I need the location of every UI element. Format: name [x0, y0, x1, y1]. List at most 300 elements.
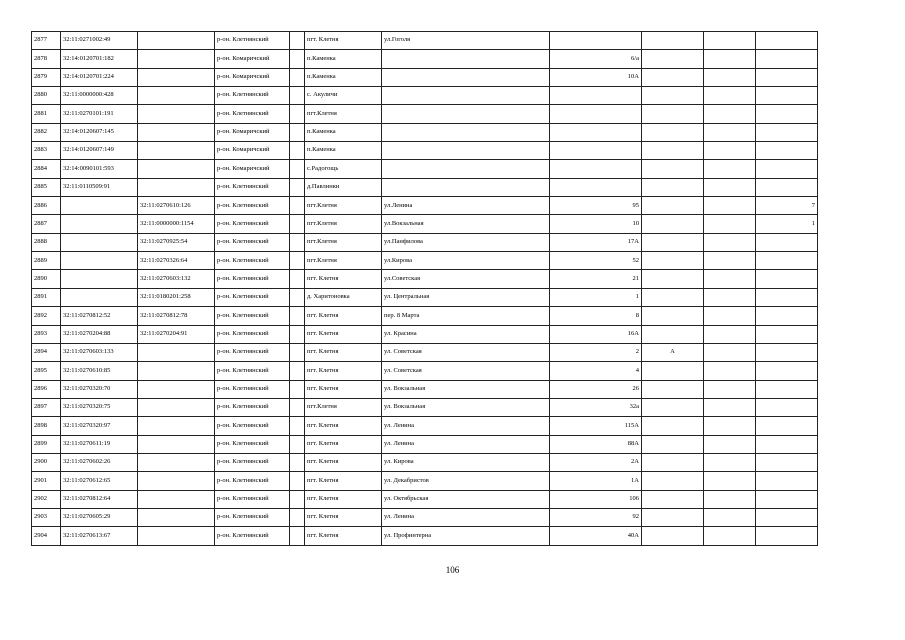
- cell-district-extra: [290, 417, 305, 435]
- cell-parent-cadastral-number: [138, 527, 215, 545]
- cell-house-number: 10: [550, 215, 642, 233]
- cell-building-letter: [642, 178, 704, 196]
- cell-room: [756, 362, 818, 380]
- cell-house-number: [550, 123, 642, 141]
- cell-house-number: 2А: [550, 453, 642, 471]
- cell-street: ул. Советская: [382, 343, 550, 361]
- table-row: [32, 142, 818, 160]
- cell-settlement: п.Каменка: [305, 68, 382, 86]
- cell-settlement: пгт. Клетня: [305, 472, 382, 490]
- cell-parent-cadastral-number: [138, 178, 215, 196]
- cell-parent-cadastral-number: 32:11:0270204:91: [138, 325, 215, 343]
- cell-parent-cadastral-number: [138, 123, 215, 141]
- cell-street: ул. Ленина: [382, 435, 550, 453]
- cell-house-number: 106: [550, 490, 642, 508]
- cell-building-letter: [642, 32, 704, 50]
- cell-district-extra: [290, 160, 305, 178]
- cell-row-number: 2900: [32, 453, 61, 471]
- cell-apartment: [704, 32, 756, 50]
- cell-settlement: пгт. Клетня: [305, 527, 382, 545]
- cell-building-letter: [642, 325, 704, 343]
- page-number: 106: [445, 565, 460, 575]
- cell-building-letter: [642, 105, 704, 123]
- cell-apartment: [704, 325, 756, 343]
- table-row: [32, 343, 818, 361]
- cell-row-number: 2886: [32, 197, 61, 215]
- cell-room: [756, 32, 818, 50]
- cell-settlement: пгт.Клетня: [305, 233, 382, 251]
- cell-district-extra: [290, 87, 305, 105]
- cell-cadastral-number: 32:11:0270101:191: [61, 105, 138, 123]
- cell-district: р-он. Клетнянский: [215, 398, 290, 416]
- cell-street: ул.Ленина: [382, 197, 550, 215]
- cell-cadastral-number: 32:11:0270605:29: [61, 508, 138, 526]
- cell-room: [756, 472, 818, 490]
- cell-district: р-он. Клетнянский: [215, 435, 290, 453]
- cell-building-letter: [642, 252, 704, 270]
- cell-cadastral-number: [61, 252, 138, 270]
- cell-parent-cadastral-number: 32:11:0270603:132: [138, 270, 215, 288]
- cell-row-number: 2899: [32, 435, 61, 453]
- cell-cadastral-number: 32:11:0270612:65: [61, 472, 138, 490]
- cell-district: р-он. Клетнянский: [215, 270, 290, 288]
- table-row: [32, 68, 818, 86]
- cell-district-extra: [290, 68, 305, 86]
- cell-parent-cadastral-number: 32:11:0180201:258: [138, 288, 215, 306]
- cell-row-number: 2896: [32, 380, 61, 398]
- cell-district: р-он. Клетнянский: [215, 527, 290, 545]
- cell-room: [756, 105, 818, 123]
- table-row: [32, 178, 818, 196]
- cell-district-extra: [290, 472, 305, 490]
- table-row: [32, 50, 818, 68]
- cell-row-number: 2891: [32, 288, 61, 306]
- cell-room: [756, 252, 818, 270]
- cell-apartment: [704, 362, 756, 380]
- cell-house-number: [550, 178, 642, 196]
- cell-parent-cadastral-number: [138, 435, 215, 453]
- cell-settlement: пгт.Клетня: [305, 215, 382, 233]
- table-row: [32, 160, 818, 178]
- cell-apartment: [704, 288, 756, 306]
- cell-parent-cadastral-number: [138, 343, 215, 361]
- cell-house-number: 115А: [550, 417, 642, 435]
- cell-street: [382, 50, 550, 68]
- cell-settlement: пгт. Клетня: [305, 417, 382, 435]
- cell-parent-cadastral-number: [138, 362, 215, 380]
- cell-building-letter: [642, 508, 704, 526]
- cell-district-extra: [290, 123, 305, 141]
- cell-settlement: пгт. Клетня: [305, 270, 382, 288]
- cell-building-letter: [642, 398, 704, 416]
- cell-district-extra: [290, 508, 305, 526]
- cell-room: [756, 87, 818, 105]
- cell-row-number: 2898: [32, 417, 61, 435]
- table-row: [32, 270, 818, 288]
- cell-apartment: [704, 142, 756, 160]
- cell-street: [382, 68, 550, 86]
- cell-house-number: 17А: [550, 233, 642, 251]
- cell-row-number: 2890: [32, 270, 61, 288]
- cell-house-number: 95: [550, 197, 642, 215]
- cell-row-number: 2882: [32, 123, 61, 141]
- cell-room: [756, 233, 818, 251]
- table-row: [32, 325, 818, 343]
- cell-parent-cadastral-number: [138, 380, 215, 398]
- cell-district: р-он. Клетнянский: [215, 178, 290, 196]
- cell-parent-cadastral-number: [138, 142, 215, 160]
- cell-apartment: [704, 233, 756, 251]
- cell-room: [756, 50, 818, 68]
- cell-district: р-он. Клетнянский: [215, 472, 290, 490]
- cell-apartment: [704, 398, 756, 416]
- cell-room: [756, 417, 818, 435]
- cell-district: р-он. Комаричский: [215, 68, 290, 86]
- cell-row-number: 2903: [32, 508, 61, 526]
- cell-row-number: 2881: [32, 105, 61, 123]
- cell-district: р-он. Клетнянский: [215, 32, 290, 50]
- cell-parent-cadastral-number: [138, 50, 215, 68]
- cell-building-letter: [642, 490, 704, 508]
- table-row: [32, 233, 818, 251]
- cell-settlement: пгт.Клетня: [305, 105, 382, 123]
- cell-room: 1: [756, 215, 818, 233]
- cell-cadastral-number: 32:11:0270610:85: [61, 362, 138, 380]
- cell-room: [756, 490, 818, 508]
- cell-street: ул. Вокзальная: [382, 380, 550, 398]
- table-row: [32, 508, 818, 526]
- cell-parent-cadastral-number: 32:11:0270610:126: [138, 197, 215, 215]
- cell-house-number: 92: [550, 508, 642, 526]
- cell-row-number: 2894: [32, 343, 61, 361]
- cell-building-letter: [642, 87, 704, 105]
- cell-district: р-он. Комаричский: [215, 142, 290, 160]
- cell-settlement: пгт. Клетня: [305, 32, 382, 50]
- cell-district-extra: [290, 435, 305, 453]
- cell-parent-cadastral-number: 32:11:0000000:1154: [138, 215, 215, 233]
- cell-settlement: пгт. Клетня: [305, 435, 382, 453]
- cell-building-letter: [642, 435, 704, 453]
- cell-parent-cadastral-number: [138, 68, 215, 86]
- cell-settlement: пгт. Клетня: [305, 325, 382, 343]
- cell-district: р-он. Клетнянский: [215, 252, 290, 270]
- cell-parent-cadastral-number: [138, 160, 215, 178]
- cell-district-extra: [290, 32, 305, 50]
- cell-district-extra: [290, 178, 305, 196]
- cell-street: ул. Советская: [382, 362, 550, 380]
- cell-parent-cadastral-number: [138, 472, 215, 490]
- cell-row-number: 2902: [32, 490, 61, 508]
- cell-cadastral-number: [61, 233, 138, 251]
- table-row: [32, 417, 818, 435]
- table-row: [32, 32, 818, 50]
- cell-row-number: 2897: [32, 398, 61, 416]
- cell-street: [382, 142, 550, 160]
- cell-apartment: [704, 270, 756, 288]
- table-row: [32, 307, 818, 325]
- cell-settlement: пгт. Клетня: [305, 343, 382, 361]
- cell-room: [756, 325, 818, 343]
- cell-street: ул. Профинтерна: [382, 527, 550, 545]
- cell-room: [756, 453, 818, 471]
- cell-cadastral-number: 32:11:0110509:91: [61, 178, 138, 196]
- cell-apartment: [704, 307, 756, 325]
- cell-apartment: [704, 380, 756, 398]
- cell-house-number: 40А: [550, 527, 642, 545]
- cell-parent-cadastral-number: [138, 105, 215, 123]
- cell-row-number: 2878: [32, 50, 61, 68]
- cell-street: ул. Декабристов: [382, 472, 550, 490]
- cell-street: ул.Гоголя: [382, 32, 550, 50]
- cell-street: [382, 123, 550, 141]
- cell-district: р-он. Комаричский: [215, 50, 290, 68]
- cell-building-letter: [642, 142, 704, 160]
- cell-street: ул. Центральная: [382, 288, 550, 306]
- cell-row-number: 2885: [32, 178, 61, 196]
- cell-house-number: 26: [550, 380, 642, 398]
- cell-apartment: [704, 490, 756, 508]
- cell-street: [382, 105, 550, 123]
- cell-cadastral-number: 32:11:0270812:52: [61, 307, 138, 325]
- cell-settlement: пгт. Клетня: [305, 508, 382, 526]
- cell-district: р-он. Клетнянский: [215, 307, 290, 325]
- cell-parent-cadastral-number: 32:11:0270925:54: [138, 233, 215, 251]
- cell-street: ул. Кирова: [382, 453, 550, 471]
- registry-table: [31, 31, 818, 546]
- cell-district: р-он. Комаричский: [215, 160, 290, 178]
- cell-district: р-он. Клетнянский: [215, 362, 290, 380]
- cell-house-number: 4: [550, 362, 642, 380]
- cell-parent-cadastral-number: [138, 87, 215, 105]
- cell-district-extra: [290, 288, 305, 306]
- cell-building-letter: [642, 472, 704, 490]
- cell-apartment: [704, 178, 756, 196]
- cell-house-number: 16А: [550, 325, 642, 343]
- cell-cadastral-number: 32:11:0000000:428: [61, 87, 138, 105]
- cell-building-letter: [642, 215, 704, 233]
- cell-building-letter: [642, 123, 704, 141]
- cell-district-extra: [290, 490, 305, 508]
- cell-building-letter: [642, 453, 704, 471]
- cell-cadastral-number: 32:11:0270602:26: [61, 453, 138, 471]
- cell-apartment: [704, 453, 756, 471]
- cell-cadastral-number: 32:14:0090101:593: [61, 160, 138, 178]
- cell-cadastral-number: 32:11:0270320:75: [61, 398, 138, 416]
- cell-apartment: [704, 50, 756, 68]
- cell-cadastral-number: 32:14:0120701:182: [61, 50, 138, 68]
- cell-house-number: 32а: [550, 398, 642, 416]
- cell-apartment: [704, 435, 756, 453]
- cell-district-extra: [290, 380, 305, 398]
- cell-cadastral-number: 32:11:0270611:19: [61, 435, 138, 453]
- cell-building-letter: [642, 362, 704, 380]
- table-row: [32, 362, 818, 380]
- registry-table-body: [32, 32, 818, 546]
- cell-settlement: пгт. Клетня: [305, 307, 382, 325]
- cell-room: [756, 527, 818, 545]
- cell-row-number: 2893: [32, 325, 61, 343]
- cell-row-number: 2879: [32, 68, 61, 86]
- cell-settlement: п.Каменка: [305, 142, 382, 160]
- cell-street: ул. Октябрьская: [382, 490, 550, 508]
- cell-house-number: [550, 87, 642, 105]
- cell-settlement: д.Павлинки: [305, 178, 382, 196]
- cell-district-extra: [290, 233, 305, 251]
- cell-room: [756, 68, 818, 86]
- cell-apartment: [704, 417, 756, 435]
- table-row: [32, 380, 818, 398]
- cell-district-extra: [290, 215, 305, 233]
- cell-parent-cadastral-number: [138, 508, 215, 526]
- cell-building-letter: А: [642, 343, 704, 361]
- cell-room: [756, 343, 818, 361]
- cell-settlement: пгт. Клетня: [305, 453, 382, 471]
- cell-house-number: [550, 142, 642, 160]
- cell-parent-cadastral-number: 32:11:0270326:64: [138, 252, 215, 270]
- cell-district: р-он. Клетнянский: [215, 453, 290, 471]
- cell-building-letter: [642, 233, 704, 251]
- table-row: [32, 105, 818, 123]
- cell-cadastral-number: 32:11:0270320:70: [61, 380, 138, 398]
- cell-building-letter: [642, 197, 704, 215]
- cell-parent-cadastral-number: [138, 453, 215, 471]
- cell-district-extra: [290, 142, 305, 160]
- cell-house-number: [550, 105, 642, 123]
- cell-district: р-он. Клетнянский: [215, 288, 290, 306]
- cell-room: 7: [756, 197, 818, 215]
- cell-room: [756, 142, 818, 160]
- cell-building-letter: [642, 160, 704, 178]
- cell-house-number: 1А: [550, 472, 642, 490]
- table-row: [32, 472, 818, 490]
- cell-apartment: [704, 472, 756, 490]
- cell-settlement: пгт.Клетня: [305, 398, 382, 416]
- cell-apartment: [704, 215, 756, 233]
- cell-street: ул.Кирова: [382, 252, 550, 270]
- cell-district: р-он. Клетнянский: [215, 508, 290, 526]
- cell-row-number: 2877: [32, 32, 61, 50]
- cell-district: р-он. Клетнянский: [215, 490, 290, 508]
- cell-district: р-он. Клетнянский: [215, 87, 290, 105]
- cell-street: ул. Вокзальная: [382, 398, 550, 416]
- cell-house-number: [550, 32, 642, 50]
- cell-district-extra: [290, 343, 305, 361]
- cell-house-number: 2: [550, 343, 642, 361]
- cell-settlement: с. Акуличи: [305, 87, 382, 105]
- cell-district-extra: [290, 105, 305, 123]
- cell-row-number: 2883: [32, 142, 61, 160]
- cell-cadastral-number: [61, 288, 138, 306]
- cell-cadastral-number: 32:11:0271002:49: [61, 32, 138, 50]
- cell-building-letter: [642, 270, 704, 288]
- table-row: [32, 435, 818, 453]
- cell-district-extra: [290, 398, 305, 416]
- cell-cadastral-number: 32:14:0120607:149: [61, 142, 138, 160]
- cell-apartment: [704, 252, 756, 270]
- cell-district-extra: [290, 252, 305, 270]
- cell-settlement: п.Каменка: [305, 123, 382, 141]
- cell-district: р-он. Клетнянский: [215, 105, 290, 123]
- cell-cadastral-number: 32:11:0270204:88: [61, 325, 138, 343]
- cell-parent-cadastral-number: [138, 398, 215, 416]
- cell-district-extra: [290, 197, 305, 215]
- cell-parent-cadastral-number: [138, 32, 215, 50]
- cell-settlement: п.Каменка: [305, 50, 382, 68]
- cell-district: р-он. Клетнянский: [215, 233, 290, 251]
- cell-settlement: пгт.Клетня: [305, 197, 382, 215]
- cell-row-number: 2904: [32, 527, 61, 545]
- cell-room: [756, 160, 818, 178]
- cell-room: [756, 380, 818, 398]
- cell-settlement: пгт. Клетня: [305, 380, 382, 398]
- cell-building-letter: [642, 417, 704, 435]
- cell-apartment: [704, 68, 756, 86]
- cell-room: [756, 123, 818, 141]
- cell-cadastral-number: [61, 197, 138, 215]
- table-row: [32, 197, 818, 215]
- cell-row-number: 2895: [32, 362, 61, 380]
- cell-building-letter: [642, 50, 704, 68]
- cell-district: р-он. Клетнянский: [215, 325, 290, 343]
- cell-street: ул. Ленина: [382, 417, 550, 435]
- cell-settlement: пгт.Клетня: [305, 252, 382, 270]
- cell-cadastral-number: 32:14:0120701:224: [61, 68, 138, 86]
- cell-room: [756, 288, 818, 306]
- cell-street: [382, 87, 550, 105]
- table-row: [32, 252, 818, 270]
- cell-row-number: 2880: [32, 87, 61, 105]
- table-row: [32, 527, 818, 545]
- cell-room: [756, 508, 818, 526]
- cell-row-number: 2889: [32, 252, 61, 270]
- cell-building-letter: [642, 68, 704, 86]
- table-row: [32, 398, 818, 416]
- table-row: [32, 453, 818, 471]
- cell-building-letter: [642, 380, 704, 398]
- cell-cadastral-number: 32:11:0270320:97: [61, 417, 138, 435]
- cell-room: [756, 178, 818, 196]
- cell-district-extra: [290, 307, 305, 325]
- cell-district: р-он. Комаричский: [215, 123, 290, 141]
- cell-cadastral-number: [61, 270, 138, 288]
- cell-district-extra: [290, 325, 305, 343]
- table-row: [32, 87, 818, 105]
- cell-apartment: [704, 527, 756, 545]
- cell-district-extra: [290, 50, 305, 68]
- cell-building-letter: [642, 307, 704, 325]
- cell-apartment: [704, 105, 756, 123]
- cell-cadastral-number: 32:11:0270812:64: [61, 490, 138, 508]
- cell-street: ул.Вокзальная: [382, 215, 550, 233]
- cell-parent-cadastral-number: [138, 417, 215, 435]
- cell-street: пер. 8 Марта: [382, 307, 550, 325]
- cell-house-number: 1: [550, 288, 642, 306]
- cell-house-number: 52: [550, 252, 642, 270]
- cell-apartment: [704, 160, 756, 178]
- cell-building-letter: [642, 288, 704, 306]
- cell-apartment: [704, 87, 756, 105]
- cell-room: [756, 270, 818, 288]
- cell-street: ул.Панфилова: [382, 233, 550, 251]
- cell-row-number: 2901: [32, 472, 61, 490]
- cell-district: р-он. Клетнянский: [215, 343, 290, 361]
- cell-row-number: 2884: [32, 160, 61, 178]
- table-row: [32, 123, 818, 141]
- cell-settlement: пгт. Клетня: [305, 362, 382, 380]
- cell-street: [382, 178, 550, 196]
- cell-settlement: с.Радогощь: [305, 160, 382, 178]
- cell-row-number: 2888: [32, 233, 61, 251]
